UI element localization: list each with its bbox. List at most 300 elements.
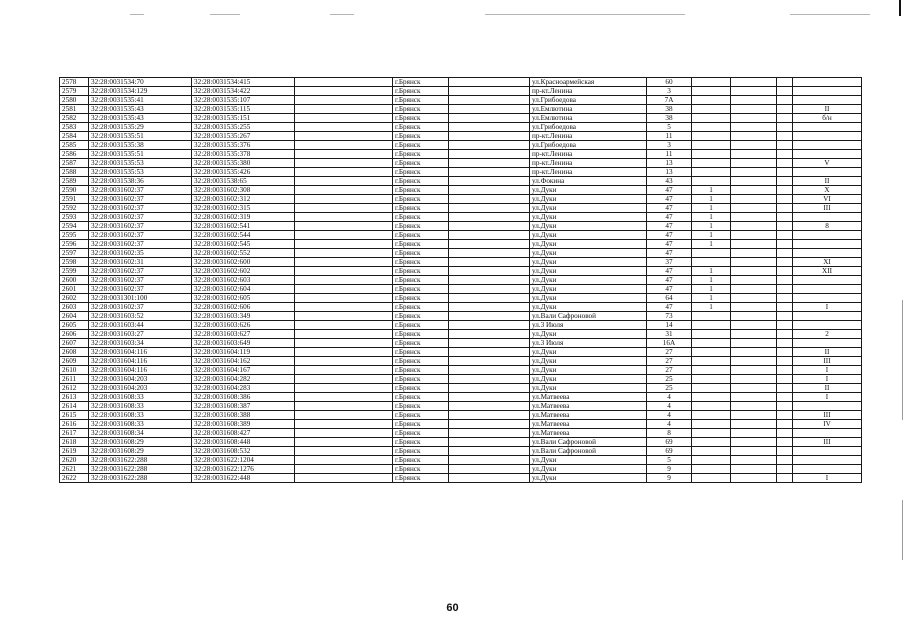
street-cell: ул.Дуки <box>530 285 647 294</box>
city-cell: г.Брянск <box>393 195 449 204</box>
premises-number-cell <box>793 321 862 330</box>
table-row <box>60 159 862 168</box>
empty-cell <box>449 312 530 321</box>
house-number-cell: 13 <box>647 168 692 177</box>
table-row <box>60 249 862 258</box>
premises-number-cell <box>793 96 862 105</box>
empty-cell <box>777 159 793 168</box>
table-row <box>60 375 862 384</box>
empty-cell <box>777 348 793 357</box>
empty-cell <box>777 429 793 438</box>
city-cell: г.Брянск <box>393 222 449 231</box>
empty-cell <box>731 177 777 186</box>
premises-cadastral-number-cell: 32:28:0031535:380 <box>192 159 295 168</box>
building-cadastral-number-cell: 32:28:0031602:37 <box>89 240 192 249</box>
street-cell: ул.Дуки <box>530 465 647 474</box>
premises-cadastral-number-cell: 32:28:0031602:308 <box>192 186 295 195</box>
empty-cell <box>449 366 530 375</box>
row-number-cell: 2582 <box>60 114 89 123</box>
house-number-cell: 60 <box>647 78 692 87</box>
street-cell: ул.Дуки <box>530 222 647 231</box>
scan-edge-line <box>902 300 903 420</box>
empty-cell <box>777 393 793 402</box>
building-cadastral-number-cell: 32:28:0031604:203 <box>89 375 192 384</box>
building-cadastral-number-cell: 32:28:0031602:35 <box>89 249 192 258</box>
house-number-cell: 43 <box>647 177 692 186</box>
section-cell <box>692 456 731 465</box>
table-row <box>60 339 862 348</box>
row-number-cell: 2609 <box>60 357 89 366</box>
house-number-cell: 4 <box>647 411 692 420</box>
empty-cell <box>449 465 530 474</box>
street-cell: ул.Красноармейская <box>530 78 647 87</box>
building-cadastral-number-cell: 32:28:0031602:37 <box>89 204 192 213</box>
premises-cadastral-number-cell: 32:28:0031608:389 <box>192 420 295 429</box>
empty-cell <box>777 330 793 339</box>
empty-cell <box>777 312 793 321</box>
building-cadastral-number-cell: 32:28:0031622:288 <box>89 465 192 474</box>
table-row <box>60 150 862 159</box>
table-row <box>60 276 862 285</box>
cadastral-register-table <box>59 77 862 483</box>
empty-cell <box>295 294 393 303</box>
empty-cell <box>731 267 777 276</box>
row-number-cell: 2615 <box>60 411 89 420</box>
row-number-cell: 2607 <box>60 339 89 348</box>
empty-cell <box>295 87 393 96</box>
premises-number-cell <box>793 285 862 294</box>
street-cell: ул.3 Июля <box>530 339 647 348</box>
row-number-cell: 2622 <box>60 474 89 483</box>
row-number-cell: 2588 <box>60 168 89 177</box>
building-cadastral-number-cell: 32:28:0031602:37 <box>89 222 192 231</box>
row-number-cell: 2599 <box>60 267 89 276</box>
empty-cell <box>777 222 793 231</box>
empty-cell <box>777 213 793 222</box>
empty-cell <box>295 78 393 87</box>
premises-number-cell: XI <box>793 258 862 267</box>
premises-cadastral-number-cell: 32:28:0031538:65 <box>192 177 295 186</box>
street-cell: ул.Дуки <box>530 375 647 384</box>
empty-cell <box>731 168 777 177</box>
city-cell: г.Брянск <box>393 438 449 447</box>
city-cell: г.Брянск <box>393 168 449 177</box>
empty-cell <box>777 366 793 375</box>
table-row <box>60 366 862 375</box>
empty-cell <box>449 294 530 303</box>
empty-cell <box>295 177 393 186</box>
street-cell: ул.Грибоедова <box>530 96 647 105</box>
premises-cadastral-number-cell: 32:28:0031535:255 <box>192 123 295 132</box>
empty-cell <box>295 159 393 168</box>
section-cell <box>692 141 731 150</box>
row-number-cell: 2604 <box>60 312 89 321</box>
house-number-cell: 47 <box>647 213 692 222</box>
house-number-cell: 47 <box>647 276 692 285</box>
row-number-cell: 2591 <box>60 195 89 204</box>
empty-cell <box>449 330 530 339</box>
city-cell: г.Брянск <box>393 213 449 222</box>
street-cell: ул.Дуки <box>530 294 647 303</box>
empty-cell <box>295 204 393 213</box>
city-cell: г.Брянск <box>393 411 449 420</box>
house-number-cell: 47 <box>647 186 692 195</box>
empty-cell <box>295 276 393 285</box>
street-cell: пр-кт.Ленина <box>530 168 647 177</box>
street-cell: ул.Дуки <box>530 267 647 276</box>
premises-cadastral-number-cell: 32:28:0031602:604 <box>192 285 295 294</box>
empty-cell <box>731 339 777 348</box>
empty-cell <box>731 447 777 456</box>
row-number-cell: 2606 <box>60 330 89 339</box>
empty-cell <box>731 348 777 357</box>
empty-cell <box>731 321 777 330</box>
row-number-cell: 2580 <box>60 96 89 105</box>
empty-cell <box>777 96 793 105</box>
table-row <box>60 420 862 429</box>
street-cell: ул.Матвеева <box>530 429 647 438</box>
house-number-cell: 31 <box>647 330 692 339</box>
empty-cell <box>731 429 777 438</box>
building-cadastral-number-cell: 32:28:0031608:33 <box>89 402 192 411</box>
row-number-cell: 2585 <box>60 141 89 150</box>
empty-cell <box>777 204 793 213</box>
city-cell: г.Брянск <box>393 366 449 375</box>
empty-cell <box>449 150 530 159</box>
house-number-cell: 4 <box>647 402 692 411</box>
premises-number-cell: III <box>793 411 862 420</box>
city-cell: г.Брянск <box>393 474 449 483</box>
empty-cell <box>777 231 793 240</box>
empty-cell <box>731 159 777 168</box>
table-row <box>60 294 862 303</box>
empty-cell <box>449 375 530 384</box>
premises-number-cell <box>793 141 862 150</box>
section-cell <box>692 258 731 267</box>
premises-number-cell <box>793 312 862 321</box>
street-cell: ул.Дуки <box>530 249 647 258</box>
section-cell: 1 <box>692 303 731 312</box>
empty-cell <box>777 195 793 204</box>
empty-cell <box>731 411 777 420</box>
section-cell <box>692 411 731 420</box>
street-cell: ул.Вали Сафроновой <box>530 438 647 447</box>
empty-cell <box>449 222 530 231</box>
row-number-cell: 2596 <box>60 240 89 249</box>
city-cell: г.Брянск <box>393 312 449 321</box>
house-number-cell: 11 <box>647 132 692 141</box>
street-cell: ул.Дуки <box>530 258 647 267</box>
premises-number-cell: 8 <box>793 222 862 231</box>
premises-cadastral-number-cell: 32:28:0031535:115 <box>192 105 295 114</box>
section-cell <box>692 123 731 132</box>
premises-cadastral-number-cell: 32:28:0031535:378 <box>192 150 295 159</box>
empty-cell <box>295 420 393 429</box>
table-row <box>60 168 862 177</box>
empty-cell <box>449 267 530 276</box>
city-cell: г.Брянск <box>393 456 449 465</box>
building-cadastral-number-cell: 32:28:0031608:33 <box>89 393 192 402</box>
empty-cell <box>295 321 393 330</box>
building-cadastral-number-cell: 32:28:0031534:70 <box>89 78 192 87</box>
building-cadastral-number-cell: 32:28:0031535:53 <box>89 168 192 177</box>
empty-cell <box>449 105 530 114</box>
empty-cell <box>449 303 530 312</box>
empty-cell <box>449 447 530 456</box>
row-number-cell: 2598 <box>60 258 89 267</box>
premises-number-cell <box>793 276 862 285</box>
empty-cell <box>449 177 530 186</box>
premises-number-cell <box>793 168 862 177</box>
empty-cell <box>777 384 793 393</box>
row-number-cell: 2587 <box>60 159 89 168</box>
table-row <box>60 240 862 249</box>
building-cadastral-number-cell: 32:28:0031602:37 <box>89 303 192 312</box>
premises-cadastral-number-cell: 32:28:0031602:319 <box>192 213 295 222</box>
building-cadastral-number-cell: 32:28:0031602:37 <box>89 213 192 222</box>
house-number-cell: 47 <box>647 285 692 294</box>
empty-cell <box>731 402 777 411</box>
table-row <box>60 78 862 87</box>
section-cell: 1 <box>692 195 731 204</box>
premises-number-cell <box>793 429 862 438</box>
section-cell <box>692 375 731 384</box>
table-body <box>60 78 862 483</box>
empty-cell <box>449 456 530 465</box>
table-row <box>60 303 862 312</box>
scan-edge-line <box>902 500 903 560</box>
empty-cell <box>449 411 530 420</box>
building-cadastral-number-cell: 32:28:0031301:100 <box>89 294 192 303</box>
table-row <box>60 177 862 186</box>
premises-cadastral-number-cell: 32:28:0031602:600 <box>192 258 295 267</box>
empty-cell <box>731 393 777 402</box>
city-cell: г.Брянск <box>393 465 449 474</box>
empty-cell <box>449 348 530 357</box>
premises-cadastral-number-cell: 32:28:0031603:649 <box>192 339 295 348</box>
empty-cell <box>295 132 393 141</box>
building-cadastral-number-cell: 32:28:0031608:34 <box>89 429 192 438</box>
table-row <box>60 465 862 474</box>
section-cell <box>692 348 731 357</box>
premises-cadastral-number-cell: 32:28:0031604:282 <box>192 375 295 384</box>
empty-cell <box>731 78 777 87</box>
empty-cell <box>777 240 793 249</box>
empty-cell <box>777 150 793 159</box>
house-number-cell: 64 <box>647 294 692 303</box>
empty-cell <box>731 231 777 240</box>
empty-cell <box>295 114 393 123</box>
premises-cadastral-number-cell: 32:28:0031535:426 <box>192 168 295 177</box>
row-number-cell: 2586 <box>60 150 89 159</box>
empty-cell <box>777 249 793 258</box>
city-cell: г.Брянск <box>393 303 449 312</box>
empty-cell <box>777 186 793 195</box>
row-number-cell: 2589 <box>60 177 89 186</box>
city-cell: г.Брянск <box>393 276 449 285</box>
section-cell: 1 <box>692 240 731 249</box>
empty-cell <box>449 321 530 330</box>
empty-cell <box>449 393 530 402</box>
empty-cell <box>777 78 793 87</box>
premises-number-cell <box>793 402 862 411</box>
city-cell: г.Брянск <box>393 393 449 402</box>
street-cell: пр-кт.Ленина <box>530 87 647 96</box>
empty-cell <box>731 456 777 465</box>
section-cell <box>692 330 731 339</box>
premises-cadastral-number-cell: 32:28:0031602:552 <box>192 249 295 258</box>
city-cell: г.Брянск <box>393 267 449 276</box>
scan-edge-mark <box>899 0 901 16</box>
house-number-cell: 47 <box>647 204 692 213</box>
city-cell: г.Брянск <box>393 132 449 141</box>
row-number-cell: 2603 <box>60 303 89 312</box>
table-row <box>60 132 862 141</box>
building-cadastral-number-cell: 32:28:0031604:203 <box>89 384 192 393</box>
premises-cadastral-number-cell: 32:28:0031622:1204 <box>192 456 295 465</box>
house-number-cell: 25 <box>647 384 692 393</box>
premises-cadastral-number-cell: 32:28:0031603:627 <box>192 330 295 339</box>
section-cell <box>692 420 731 429</box>
empty-cell <box>295 240 393 249</box>
house-number-cell: 38 <box>647 114 692 123</box>
empty-cell <box>449 429 530 438</box>
scan-noise <box>330 14 354 15</box>
house-number-cell: 27 <box>647 357 692 366</box>
premises-cadastral-number-cell: 32:28:0031602:312 <box>192 195 295 204</box>
row-number-cell: 2590 <box>60 186 89 195</box>
empty-cell <box>777 123 793 132</box>
street-cell: ул.Грибоедова <box>530 123 647 132</box>
building-cadastral-number-cell: 32:28:0031603:27 <box>89 330 192 339</box>
empty-cell <box>295 411 393 420</box>
empty-cell <box>731 123 777 132</box>
empty-cell <box>449 141 530 150</box>
empty-cell <box>777 438 793 447</box>
table-row <box>60 267 862 276</box>
building-cadastral-number-cell: 32:28:0031535:29 <box>89 123 192 132</box>
empty-cell <box>449 204 530 213</box>
empty-cell <box>295 348 393 357</box>
street-cell: ул.Емлютина <box>530 105 647 114</box>
empty-cell <box>449 249 530 258</box>
premises-number-cell <box>793 87 862 96</box>
section-cell <box>692 429 731 438</box>
section-cell: 1 <box>692 276 731 285</box>
empty-cell <box>295 339 393 348</box>
premises-number-cell: I <box>793 366 862 375</box>
section-cell: 1 <box>692 267 731 276</box>
row-number-cell: 2593 <box>60 213 89 222</box>
empty-cell <box>777 474 793 483</box>
section-cell: 1 <box>692 213 731 222</box>
house-number-cell: 3 <box>647 87 692 96</box>
street-cell: ул.Емлютина <box>530 114 647 123</box>
empty-cell <box>295 267 393 276</box>
section-cell <box>692 177 731 186</box>
empty-cell <box>731 96 777 105</box>
house-number-cell: 7А <box>647 96 692 105</box>
premises-number-cell: III <box>793 204 862 213</box>
building-cadastral-number-cell: 32:28:0031535:51 <box>89 132 192 141</box>
city-cell: г.Брянск <box>393 240 449 249</box>
house-number-cell: 25 <box>647 375 692 384</box>
house-number-cell: 27 <box>647 348 692 357</box>
city-cell: г.Брянск <box>393 339 449 348</box>
section-cell <box>692 159 731 168</box>
empty-cell <box>295 258 393 267</box>
premises-cadastral-number-cell: 32:28:0031602:315 <box>192 204 295 213</box>
city-cell: г.Брянск <box>393 249 449 258</box>
table-row <box>60 222 862 231</box>
row-number-cell: 2616 <box>60 420 89 429</box>
empty-cell <box>295 195 393 204</box>
empty-cell <box>777 411 793 420</box>
empty-cell <box>295 438 393 447</box>
street-cell: ул.Дуки <box>530 204 647 213</box>
premises-cadastral-number-cell: 32:28:0031604:167 <box>192 366 295 375</box>
row-number-cell: 2578 <box>60 78 89 87</box>
building-cadastral-number-cell: 32:28:0031608:33 <box>89 420 192 429</box>
row-number-cell: 2584 <box>60 132 89 141</box>
premises-number-cell: I <box>793 303 862 312</box>
premises-number-cell: V <box>793 159 862 168</box>
empty-cell <box>295 213 393 222</box>
street-cell: ул.Матвеева <box>530 393 647 402</box>
empty-cell <box>295 393 393 402</box>
street-cell: ул.Матвеева <box>530 411 647 420</box>
empty-cell <box>449 195 530 204</box>
street-cell: ул.Дуки <box>530 240 647 249</box>
table-row <box>60 321 862 330</box>
empty-cell <box>731 186 777 195</box>
empty-cell <box>295 186 393 195</box>
building-cadastral-number-cell: 32:28:0031538:36 <box>89 177 192 186</box>
premises-cadastral-number-cell: 32:28:0031608:532 <box>192 447 295 456</box>
building-cadastral-number-cell: 32:28:0031535:43 <box>89 105 192 114</box>
premises-number-cell <box>793 213 862 222</box>
building-cadastral-number-cell: 32:28:0031602:37 <box>89 276 192 285</box>
premises-number-cell <box>793 150 862 159</box>
building-cadastral-number-cell: 32:28:0031608:29 <box>89 447 192 456</box>
city-cell: г.Брянск <box>393 105 449 114</box>
empty-cell <box>295 285 393 294</box>
premises-number-cell <box>793 240 862 249</box>
empty-cell <box>731 204 777 213</box>
empty-cell <box>777 420 793 429</box>
premises-number-cell: I <box>793 393 862 402</box>
scan-noise <box>790 14 870 15</box>
section-cell <box>692 402 731 411</box>
table-row <box>60 204 862 213</box>
street-cell: ул.Вали Сафроновой <box>530 447 647 456</box>
empty-cell <box>731 150 777 159</box>
section-cell: 1 <box>692 222 731 231</box>
building-cadastral-number-cell: 32:28:0031608:33 <box>89 411 192 420</box>
house-number-cell: 38 <box>647 105 692 114</box>
building-cadastral-number-cell: 32:28:0031602:37 <box>89 285 192 294</box>
building-cadastral-number-cell: 32:28:0031603:34 <box>89 339 192 348</box>
street-cell: ул.Дуки <box>530 384 647 393</box>
house-number-cell: 37 <box>647 258 692 267</box>
empty-cell <box>731 105 777 114</box>
premises-number-cell: XII <box>793 267 862 276</box>
building-cadastral-number-cell: 32:28:0031603:44 <box>89 321 192 330</box>
premises-number-cell: I <box>793 474 862 483</box>
house-number-cell: 47 <box>647 303 692 312</box>
empty-cell <box>731 249 777 258</box>
building-cadastral-number-cell: 32:28:0031602:37 <box>89 186 192 195</box>
